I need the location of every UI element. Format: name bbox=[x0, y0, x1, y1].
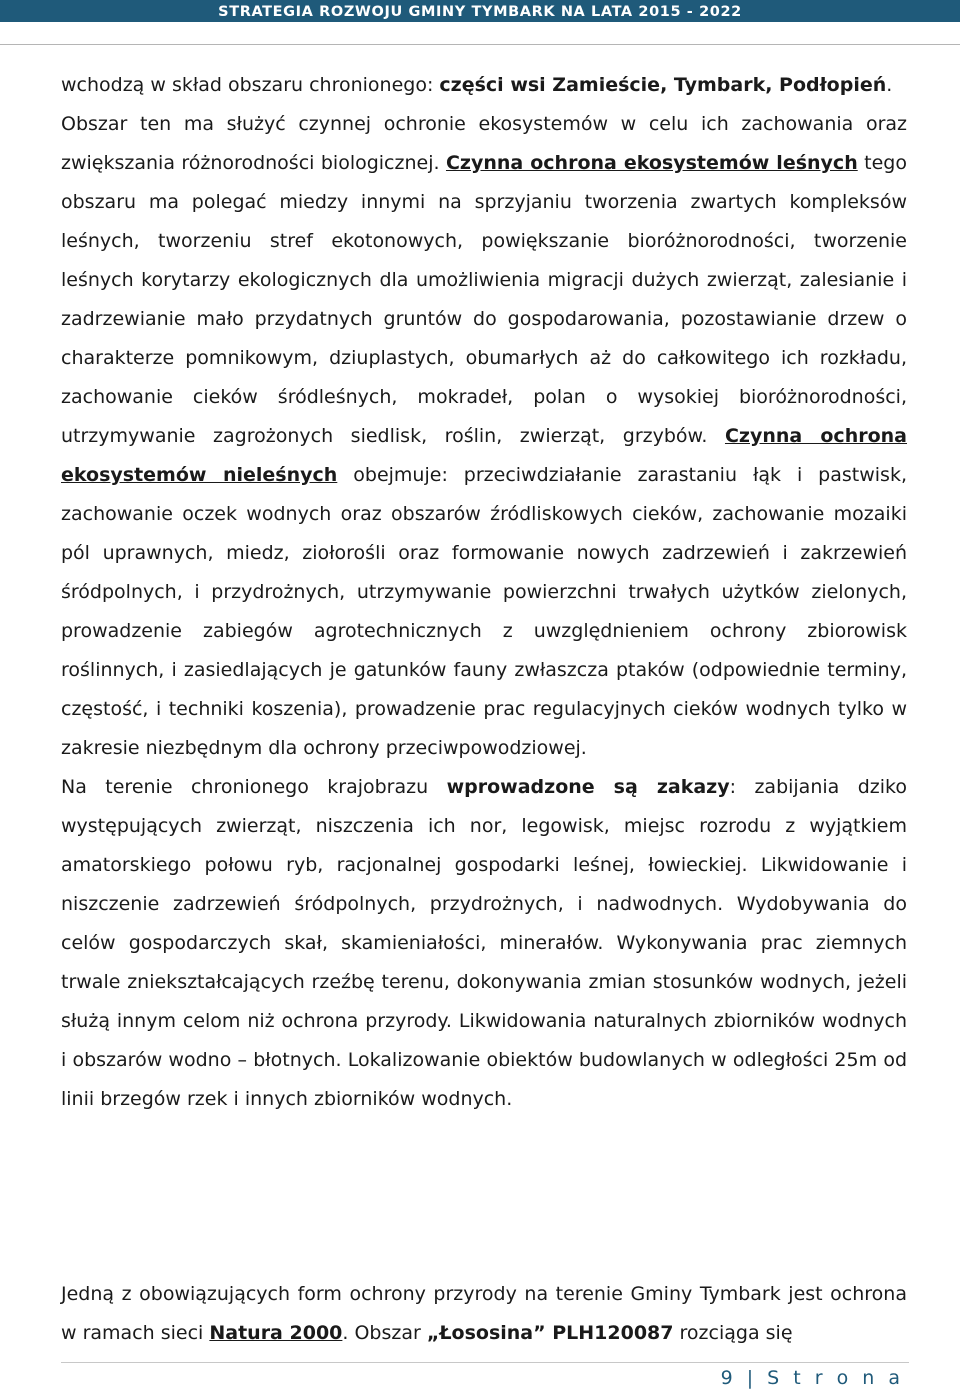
text-run: rozciąga się bbox=[673, 1322, 793, 1344]
emphasis-text: wprowadzone są zakazy bbox=[446, 776, 730, 798]
emphasis-text: „Łososina” PLH120087 bbox=[426, 1322, 674, 1344]
text-run: Obszar ten ma służyć czynnej ochronie ekosystemów w celu ich zachowania oraz zwiększania różnorodności biologicznej. bbox=[61, 113, 907, 174]
text-run: . bbox=[886, 74, 893, 96]
body-text bbox=[61, 66, 907, 1119]
emphasis-text: Natura 2000 bbox=[209, 1322, 343, 1344]
document-title: STRATEGIA ROZWOJU GMINY TYMBARK NA LATA 2015 - 2022 bbox=[218, 4, 742, 20]
paragraph-protected-area bbox=[61, 66, 907, 105]
paragraph-prohibitions bbox=[61, 768, 907, 1119]
body-text-natura bbox=[61, 1275, 907, 1353]
emphasis-text: Czynna ochrona ekosystemów nieleśnych bbox=[61, 425, 907, 486]
page-number: 9 | S t r o n a bbox=[720, 1367, 904, 1389]
text-run: wchodzą w skład obszaru chronionego: bbox=[61, 74, 440, 96]
text-run: : zabijania dziko występujących zwierząt, niszczenia ich nor, legowisk, miejsc rozrodu z wyjątkiem amatorskiego połowu ryb, racjonalnej gospodarki leśnej, łowieckiej. Likwidowanie i niszczenie zadrzewień śródpolnych, przydrożnych, i nadwodnych. Wydobywania do celów gospodarczych skał, skamieniałości, minerałów. Wykonywania prac ziemnych trwale zniekształcających rzeźbę terenu, dokonywania zmian stosunków wodnych, jeżeli służą innym celom niż ochrona przyrody. Likwidowania naturalnych zbiorników wodnych i obszarów wodno – błotnych. Lokalizowanie obiektów budowlanych w odległości 25m od linii brzegów rzek i innych zbiorników wodnych. bbox=[61, 776, 907, 1110]
paragraph-natura-2000 bbox=[61, 1275, 907, 1353]
paragraph-active-protection bbox=[61, 105, 907, 768]
emphasis-text: Czynna ochrona ekosystemów leśnych bbox=[445, 152, 858, 174]
text-run: obejmuje: przeciwdziałanie zarastaniu łąk i pastwisk, zachowanie oczek wodnych oraz obszarów źródliskowych cieków, zachowanie mozaiki pól uprawnych, miedz, ziołorośli oraz formowanie nowych zadrzewień i zakrzewień śródpolnych, i przydrożnych, utrzymywanie powierzchni trwałych użytków zielonych, prowadzenie zabiegów agrotechnicznych z uwzględnieniem ochrony zbiorowisk roślinnych, i zasiedlających je gatunków fauny zwłaszcza ptaków (odpowiednie terminy, częstość, i techniki koszenia), prowadzenie prac regulacyjnych cieków wodnych tylko w zakresie niezbędnym dla ochrony przeciwpowodziowej. bbox=[61, 464, 907, 759]
footer-divider bbox=[61, 1362, 909, 1363]
text-run: tego obszaru ma polegać miedzy innymi na sprzyjaniu tworzenia zwartych kompleksów leśnych, tworzeniu stref ekotonowych, powiększanie bioróżnorodności, tworzenie leśnych korytarzy ekologicznych dla umożliwienia migracji dużych zwierząt, zalesianie i zadrzewianie mało przydatnych gruntów do gospodarowania, pozostawianie drzew o charakterze pomnikowym, dziuplastych, obumarłych aż do całkowitego ich rozkładu, zachowanie cieków śródleśnych, mokradeł, polan o wysokiej bioróżnorodności, utrzymywanie zagrożonych siedlisk, roślin, zwierząt, grzybów. bbox=[61, 152, 907, 447]
emphasis-text: części wsi Zamieście, Tymbark, Podłopień bbox=[439, 74, 887, 96]
text-run: Na terenie chronionego krajobrazu bbox=[61, 776, 447, 798]
text-run: Jedną z obowiązujących form ochrony przyrody na terenie Gminy Tymbark jest ochrona w ramach sieci bbox=[61, 1283, 907, 1344]
text-run: . Obszar bbox=[342, 1322, 427, 1344]
header-divider bbox=[0, 44, 960, 45]
